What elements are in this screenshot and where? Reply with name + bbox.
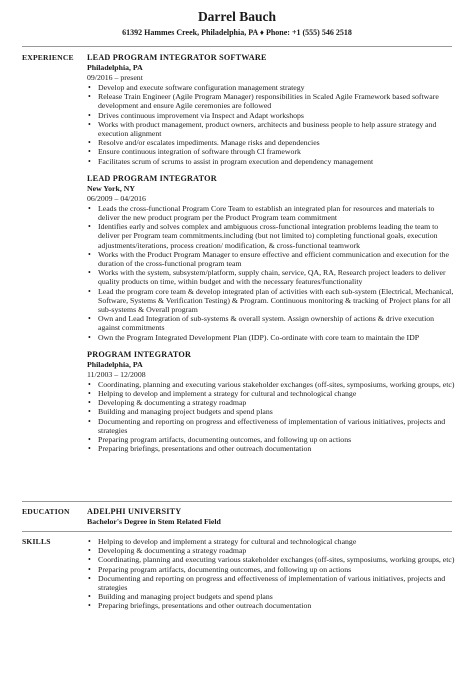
section-divider [22,531,452,532]
bullet-item: • Lead the program core team & develop integrated plan of activities with each sub-system (Electrical, Mechanical, Software, Systems & Verification Testing) & Program. Continuous monitoring & tracking of Project plans for all sub-systems & Overall program [87,287,457,315]
skill-item: • Developing & documenting a strategy roadmap [87,546,457,555]
job-location: Philadelphia, PA [87,359,143,369]
skills-list [87,537,457,611]
skill-item: • Documenting and reporting on progress and effectiveness of implementation of various initiatives, projects and strategies [87,574,457,592]
job-location: New York, NY [87,183,136,193]
resume-header [0,0,474,38]
bullet-item: • Works with the system, subsystem/platform, supply chain, service, QA, RA, Research project leaders to deliver quality products on time, within budget and with the necessary features/functionality [87,268,457,286]
skill-item: • Preparing briefings, presentations and other outreach documentation [87,601,457,610]
skills-body [87,537,457,611]
bullet-item: • Own the Program Integrated Development Plan (IDP). Co-ordinate with core team to maintain the IDP [87,333,457,342]
skills-label: SKILLS [22,537,51,546]
job-dates: 09/2016 – present [87,73,143,82]
job-dates: 06/2009 – 04/2016 [87,193,146,203]
bullet-item: • Developing & documenting a strategy roadmap [87,398,457,407]
skill-item: • Coordinating, planning and executing various stakeholder exchanges (off-sites, symposiums, working groups, etc) [87,555,457,564]
bullet-item: • Resolve and/or escalates impediments. Manage risks and dependencies [87,138,457,147]
bullet-item: • Identifies early and solves complex and ambiguous cross-functional integration problems leading the team to deliver per Program team commitments.including (but not limited to) completing functional goals, execution adjustments/iterations, process creation/ modification, & cross-functional teamwork [87,222,457,250]
education-body [87,507,457,527]
job-dates: 11/2003 – 12/2008 [87,369,146,379]
education-label: EDUCATION [22,507,70,516]
contact-line: 61392 Hammes Creek, Philadelphia, PA ♦ Phone: +1 (555) 546 2518 [122,28,352,37]
header-divider [22,46,452,47]
job-entry [87,350,457,454]
job-location: Philadelphia, PA [87,63,143,72]
bullet-item: • Leads the cross-functional Program Core Team to establish an integrated plan for resources and materials to deliver the new product program per the Product Program team commitment [87,204,457,222]
bullet-item: • Building and managing project budgets and spend plans [87,407,457,416]
bullet-item: • Ensure continuous integration of software through CI framework [87,147,457,156]
school-name: ADELPHI UNIVERSITY [87,507,182,516]
section-divider [22,501,452,502]
bullet-item: • Preparing briefings, presentations and other outreach documentation [87,444,457,453]
bullet-item: • Works with the Product Program Manager to ensure effective and efficient communication and execution for the duration of the cross-functional program team [87,250,457,268]
job-bullets [87,204,457,342]
skill-item: • Preparing program artifacts, documenting outcomes, and following up on actions [87,565,457,574]
bullet-item: • Own and Lead Integration of sub-systems & overall system. Assign ownership of actions & drive execution against commitments [87,314,457,332]
candidate-name: Darrel Bauch [197,9,277,24]
experience-body [87,53,457,462]
job-entry [87,174,457,342]
degree: Bachelor's Degree in Stem Related Field [87,517,221,526]
job-entry [87,53,457,166]
bullet-item: • Documenting and reporting on progress and effectiveness of implementation of various initiatives, projects and strategies [87,417,457,435]
bullet-item: • Works with product management, product owners, architects and business people to help assure strategy and execution alignment [87,120,457,138]
job-title: LEAD PROGRAM INTEGRATOR SOFTWARE [87,53,267,62]
experience-label: EXPERIENCE [22,53,74,62]
bullet-item: • Facilitates scrum of scrums to assist in program execution and dependency management [87,157,457,166]
bullet-item: • Preparing program artifacts, documenting outcomes, and following up on actions [87,435,457,444]
bullet-item: • Drives continuous improvement via Inspect and Adapt workshops [87,111,457,120]
bullet-item: • Develop and execute software configuration management strategy [87,83,457,92]
bullet-item: • Helping to develop and implement a strategy for cultural and technological change [87,389,457,398]
bullet-item: • Release Train Engineer (Agile Program Manager) responsibilities in Scaled Agile Framework based software development and ensure Agile ceremonies are followed [87,92,457,110]
job-bullets [87,380,457,454]
skill-item: • Helping to develop and implement a strategy for cultural and technological change [87,537,457,546]
job-title: PROGRAM INTEGRATOR [87,349,192,359]
job-title: LEAD PROGRAM INTEGRATOR [87,173,217,183]
job-bullets [87,83,457,166]
bullet-item: • Coordinating, planning and executing various stakeholder exchanges (off-sites, symposiums, working groups, etc) [87,380,457,389]
skill-item: • Building and managing project budgets and spend plans [87,592,457,601]
